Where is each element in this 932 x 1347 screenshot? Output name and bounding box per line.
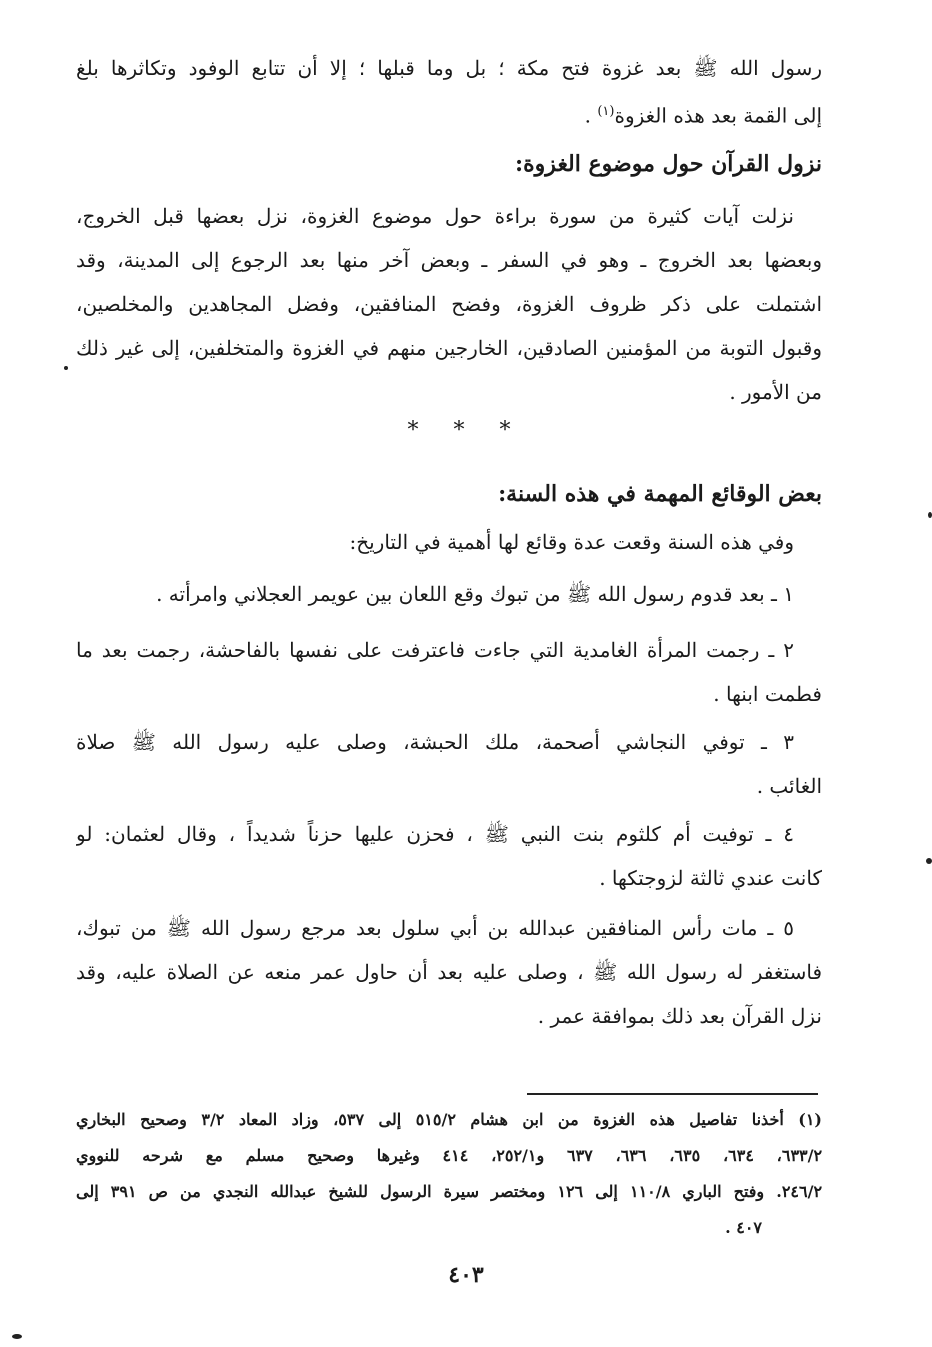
page-number: ٤٠٣ <box>448 1262 484 1288</box>
text-line: ٣ ـ توفي النجاشي أصحمة، ملك الحبشة، وصلى عليه رسول الله ﷺ صلاة <box>76 730 794 754</box>
section-heading-events: بعض الوقائع المهمة في هذه السنة: <box>498 481 822 507</box>
intro-paragraph <box>76 46 822 134</box>
text-line: كانت عندي ثالثة لزوجتكها . <box>599 866 822 890</box>
footnote-line: ٢٤٦/٢. وفتح الباري ١١٠/٨ إلى ١٢٦ ومختصر سيرة الرسول للشيخ عبدالله النجدي من ص ٣٩١ إلى <box>76 1182 822 1201</box>
text-line: وبعضها بعد الخروج ـ وهو في السفر ـ وبعض آخر منها بعد الرجوع إلى المدينة، وقد <box>76 248 822 272</box>
text-line: نزلت آيات كثيرة من سورة براءة حول موضوع الغزوة، نزل بعضها قبل الخروج، <box>76 204 794 228</box>
scan-speck <box>12 1334 22 1339</box>
event-item-1 <box>76 572 822 616</box>
event-item-3 <box>76 720 822 808</box>
section-heading-quran: نزول القرآن حول موضوع الغزوة: <box>515 151 822 177</box>
footnote <box>76 1102 822 1246</box>
text-line: الغائب . <box>756 774 822 798</box>
text-line: فطمت ابنها . <box>713 682 822 706</box>
text-line: اشتملت على ذكر ظروف الغزوة، وفضح المنافقين، وفضل المجاهدين والمخلصين، <box>76 292 822 316</box>
scan-speck <box>64 366 68 370</box>
text-line: نزل القرآن بعد ذلك بموافقة عمر . <box>537 1004 822 1028</box>
text-line: وفي هذه السنة وقعت عدة وقائع لها أهمية في التاريخ: <box>349 530 794 554</box>
text-line: ٤ ـ توفيت أم كلثوم بنت النبي ﷺ ، فحزن عليها حزناً شديداً ، وقال لعثمان: لو <box>76 822 794 846</box>
text-line: ٥ ـ مات رأس المنافقين عبدالله بن أبي سلول بعد مرجع رسول الله ﷺ من تبوك، <box>76 916 794 940</box>
section-separator: * * * <box>407 418 525 443</box>
footnote-line: ٦٣٣/٢، ٦٣٤، ٦٣٥، ٦٣٦، ٦٣٧ و٢٥٢/١، ٤١٤ وغيرها وصحيح مسلم مع شرحه للنووي <box>76 1146 822 1165</box>
footnote-line: (١) أخذنا تفاصيل هذه الغزوة من ابن هشام ٥١٥/٢ إلى ٥٣٧، وزاد المعاد ٣/٢ وصحيح البخاري <box>76 1110 822 1129</box>
scan-speck <box>928 512 932 518</box>
text-line: فاستغفر له رسول الله ﷺ ، وصلى عليه بعد أن حاول عمر منعه عن الصلاة عليه، وقد <box>76 960 822 984</box>
text-line: ١ ـ بعد قدوم رسول الله ﷺ من تبوك وقع اللعان بين عويمر العجلاني وامرأته . <box>156 582 794 606</box>
text-line: إلى القمة بعد هذه الغزوة$^{(١)}$ . <box>584 103 822 128</box>
footnote-divider <box>527 1093 818 1095</box>
section1-paragraph <box>76 194 822 414</box>
text-line: رسول الله ﷺ بعد غزوة فتح مكة ؛ بل وما قبلها ؛ إلا أن تتابع الوفود وتكاثرها بلغ <box>76 56 822 80</box>
event-item-5 <box>76 906 822 1038</box>
footnote-line: ٤٠٧ . <box>725 1218 762 1237</box>
text-line: ٢ ـ رجمت المرأة الغامدية التي جاءت فاعترفت على نفسها بالفاحشة، رجمت بعد ما <box>76 638 794 662</box>
footnote-ref[interactable]: (١) <box>597 104 615 119</box>
events-intro <box>76 520 822 564</box>
event-item-4 <box>76 812 822 900</box>
text-line: وقبول التوبة من المؤمنين الصادقين، الخارجين منهم في الغزوة والمتخلفين، إلى غير ذلك <box>76 336 822 360</box>
event-item-2 <box>76 628 822 716</box>
text-line: من الأمور . <box>729 380 822 404</box>
scan-speck <box>926 858 932 864</box>
